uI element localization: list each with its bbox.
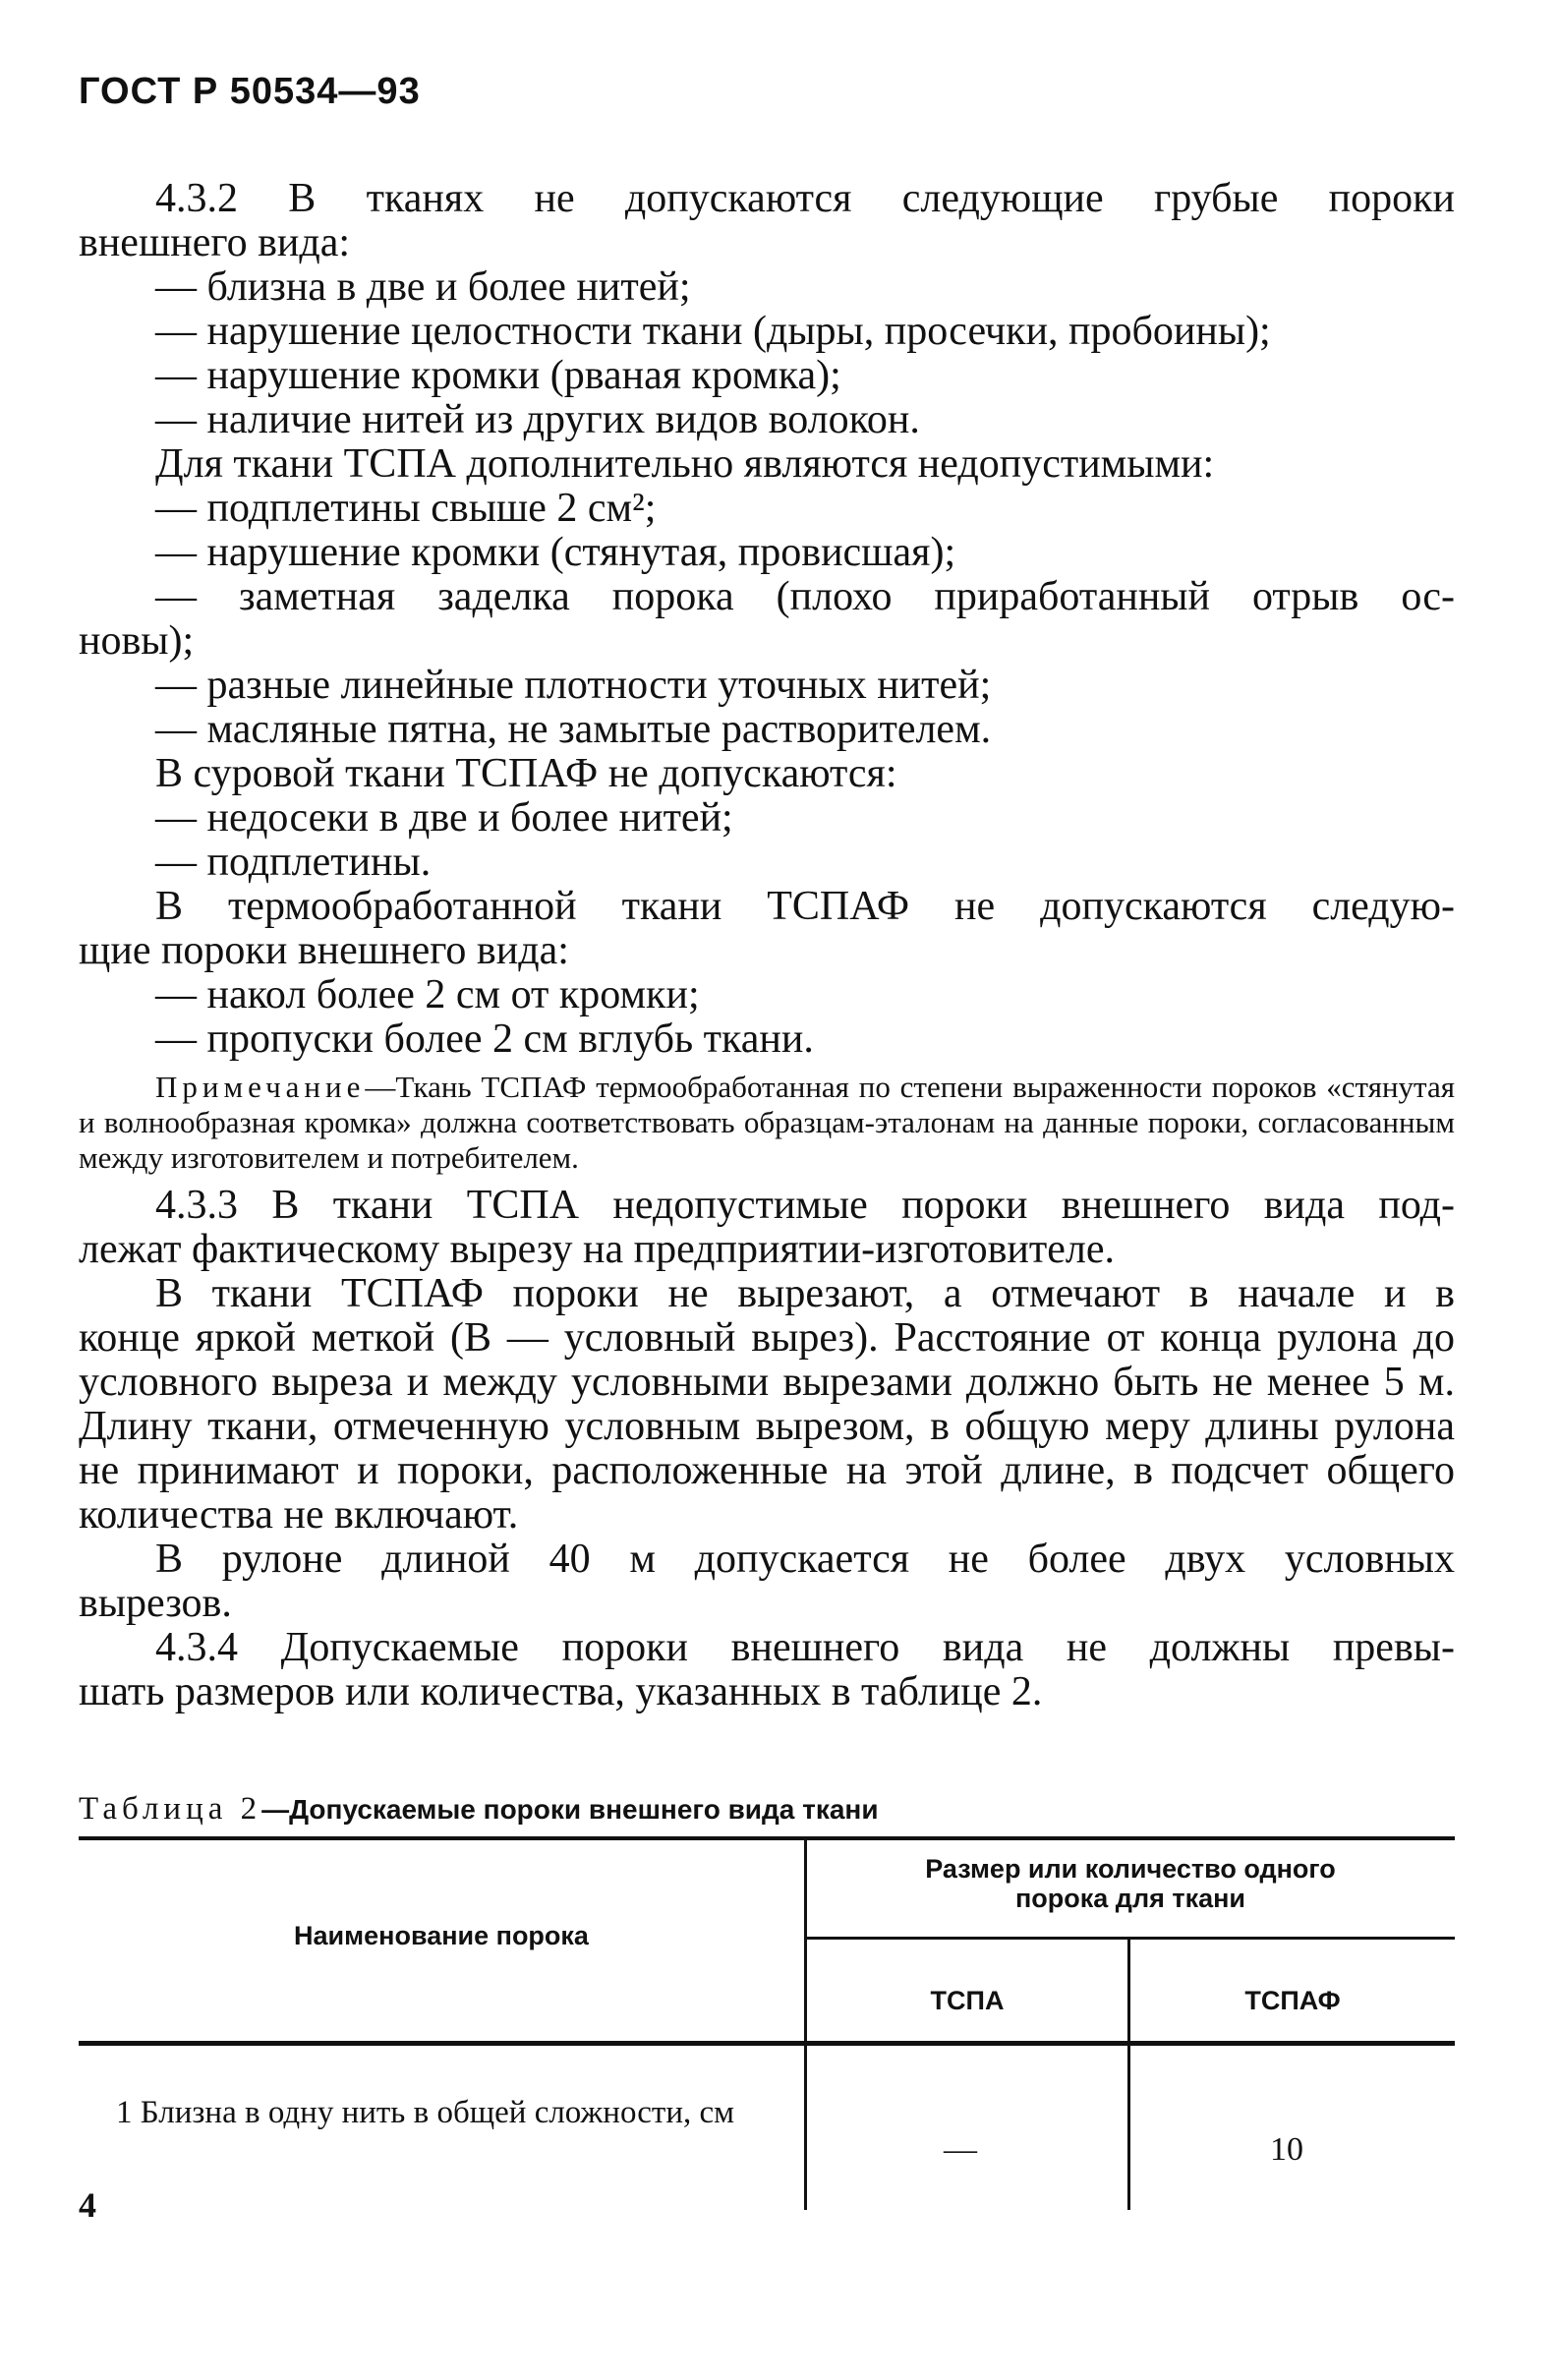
table-caption-label: Таблица 2 — [79, 1791, 262, 1827]
table-header-name: Наименование порока — [294, 1921, 589, 1950]
para-433-first: 4.3.3 В ткани ТСПА недопустимые пороки внешнего вида под- — [155, 1183, 1455, 1228]
table-row-name: 1 Близна в одну нить в общей сложности, см — [116, 2095, 735, 2130]
list-item: — нарушение кромки (рваная кромка); — [155, 353, 841, 398]
table-col-divider — [804, 1836, 807, 2210]
table-header-group: Размер или количество одного порока для ткани — [925, 1854, 1336, 1913]
para-433-p2-rest: конце яркой меткой (В — условный вырез). Расстояние от конца рулона до условного выреза и между условными вырезами должно быть не менее 5 м. Длину ткани, отмеченную условным вырезом, в общую меру длины рулона не принимают и пороки, расположенные на этой длине, в подсчет общего количества не включают. — [79, 1315, 1455, 1538]
para-433-rest: лежат фактическому вырезу на предприятии-изготовителе. — [79, 1227, 1115, 1272]
para-434-rest: шать размеров или количества, указанных в таблице 2. — [79, 1669, 1043, 1714]
para-432-lead: 4.3.2 В тканях не допускаются следующие грубые пороки — [155, 176, 1455, 221]
list-item: — недосеки в две и более нитей; — [155, 795, 733, 841]
table-header-tspaf: ТСПАФ — [1244, 1986, 1341, 2015]
para-433-p3-rest: вырезов. — [79, 1581, 232, 1626]
table-header-rule — [79, 2041, 1455, 2046]
list-item: — близна в две и более нитей; — [155, 264, 691, 310]
table-row-tspaf: 10 — [1270, 2131, 1303, 2168]
table-caption — [79, 1791, 879, 1828]
defects-table — [79, 1836, 1455, 2210]
table-top-rule — [79, 1836, 1455, 1840]
para-434-first: 4.3.4 Допускаемые пороки внешнего вида не должны превы- — [155, 1625, 1455, 1670]
list-item: — накол более 2 см от кромки; — [155, 972, 700, 1017]
para-433-p3-first: В рулоне длиной 40 м допускается не более двух условных — [155, 1537, 1455, 1582]
document-header: ГОСТ Р 50534—93 — [79, 71, 421, 112]
table-caption-title: —Допускаемые пороки внешнего вида ткани — [261, 1794, 879, 1825]
table-header-tspa: ТСПА — [930, 1986, 1005, 2015]
body-text — [79, 177, 1455, 1714]
list-item: — масляные пятна, не замытые растворителем. — [155, 707, 992, 752]
list-item-cont: новы); — [79, 618, 195, 664]
list-item: — разные линейные плотности уточных нитей; — [155, 663, 992, 708]
thermo-intro: В термообработанной ткани ТСПАФ не допускаются следую- — [155, 884, 1455, 929]
list-item: — подплетины свыше 2 см²; — [155, 486, 657, 531]
thermo-intro-cont: щие пороки внешнего вида: — [79, 928, 569, 973]
table-col-divider — [1127, 1940, 1130, 2210]
table-group-rule — [806, 1937, 1455, 1940]
note — [79, 1070, 1455, 1176]
note-text: —Ткань ТСПАФ термообработанная по степени выраженности пороков «стянутая и волнообразная кромка» должна соответствовать образцам-эталонам на данные пороки, согласованным между изготовителем и потребителем. — [79, 1070, 1455, 1175]
list-item: — пропуски более 2 см вглубь ткани. — [155, 1016, 814, 1062]
table-row-tspa: — — [944, 2131, 977, 2168]
note-label: Примечание — [155, 1070, 366, 1104]
list-item: — нарушение кромки (стянутая, провисшая); — [155, 530, 956, 575]
page-number: 4 — [79, 2185, 96, 2225]
para-432-lead-cont: внешнего вида: — [79, 220, 351, 265]
list-item: — наличие нитей из других видов волокон. — [155, 397, 920, 442]
list-item: — нарушение целостности ткани (дыры, просечки, пробоины); — [155, 309, 1271, 354]
list-item: — заметная заделка порока (плохо приработанный отрыв ос- — [155, 574, 1455, 619]
list-item: — подплетины. — [155, 840, 432, 885]
raw-intro: В суровой ткани ТСПАФ не допускаются: — [155, 751, 897, 796]
para-433-p2-first: В ткани ТСПАФ пороки не вырезают, а отмечают в начале и в — [155, 1271, 1455, 1316]
tspa-intro: Для ткани ТСПА дополнительно являются недопустимыми: — [155, 441, 1215, 487]
